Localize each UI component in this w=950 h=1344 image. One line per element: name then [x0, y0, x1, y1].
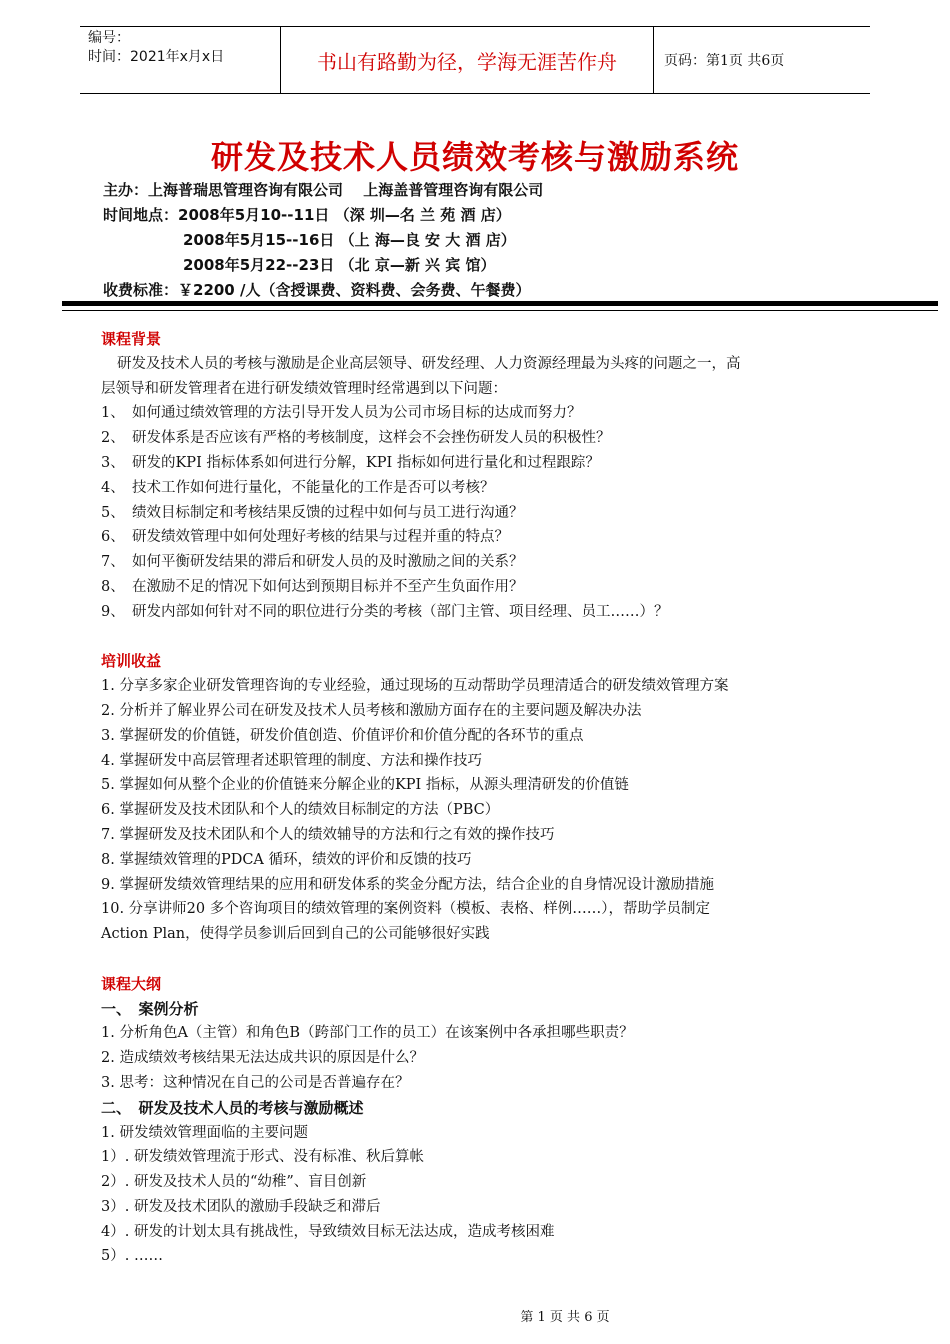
outline-part2-title: 二、 研发及技术人员的考核与激励概述 [101, 1098, 364, 1117]
list-item: 9. 掌握研发绩效管理结果的应用和研发体系的奖金分配方法，结合企业的自身情况设计激励措施 [101, 876, 714, 893]
fee: 收费标准：￥2200 /人（含授课费、资料费、会务费、午餐费） [103, 281, 531, 299]
list-item: 2. 造成绩效考核结果无法达成共识的原因是什么？ [101, 1050, 424, 1067]
list-item: 1. 分享多家企业研发管理咨询的专业经验，通过现场的互动帮助学员理清适合的研发绩效管理方案 [101, 678, 729, 695]
list-item: 3）. 研发及技术团队的激励手段缺乏和滞后 [101, 1198, 381, 1215]
background-list [101, 401, 851, 624]
header-table [80, 26, 870, 94]
time-place-3: 2008年5月22--23日 （北 京—新 兴 宾 馆） [183, 256, 496, 274]
background-intro-1: 研发及技术人员的考核与激励是企业高层领导、研发经理、人力资源经理最为头疼的问题之一，高 [117, 355, 741, 372]
list-item: 4）. 研发的计划太具有挑战性，导致绩效目标无法达成，造成考核困难 [101, 1223, 555, 1240]
list-item: 7、 如何平衡研发结果的滞后和研发人员的及时激励之间的关系？ [101, 554, 524, 571]
list-item: 6. 掌握研发及技术团队和个人的绩效目标制定的方法（PBC） [101, 802, 500, 819]
divider-thick [62, 301, 938, 306]
document-title: 研发及技术人员绩效考核与激励系统 [210, 138, 739, 176]
time-place-2: 2008年5月15--16日 （上 海—良 安 大 酒 店） [183, 231, 516, 249]
outline-part2-list [101, 1121, 851, 1270]
page-footer: 第 1 页 共 6 页 [520, 1310, 610, 1325]
list-item: 5. 掌握如何从整个企业的价值链来分解企业的KPI 指标，从源头理清研发的价值链 [101, 777, 629, 794]
list-item: 2. 分析并了解业界公司在研发及技术人员考核和激励方面存在的主要问题及解决办法 [101, 702, 642, 719]
list-item: 9、 研发内部如何针对不同的职位进行分类的考核（部门主管、项目经理、员工……）？ [101, 603, 669, 620]
list-item: 3、 研发的KPI 指标体系如何进行分解，KPI 指标如何进行量化和过程跟踪？ [101, 454, 600, 471]
list-item: 1. 研发绩效管理面临的主要问题 [101, 1124, 308, 1141]
background-intro-2: 层领导和研发管理者在进行研发绩效管理时经常遇到以下问题： [101, 380, 507, 397]
list-item: 6、 研发绩效管理中如何处理好考核的结果与过程并重的特点？ [101, 529, 509, 546]
section-heading-benefits: 培训收益 [101, 652, 162, 671]
list-item: 2、 研发体系是否应该有严格的考核制度，这样会不会挫伤研发人员的积极性？ [101, 430, 611, 447]
outline-part1-title: 一、 案例分析 [101, 999, 199, 1018]
organizer: 主办：上海普瑞思管理咨询有限公司 上海盖普管理咨询有限公司 [103, 181, 544, 199]
list-item: 3. 掌握研发的价值链，研发价值创造、价值评价和价值分配的各环节的重点 [101, 727, 584, 744]
list-item: 7. 掌握研发及技术团队和个人的绩效辅导的方法和行之有效的操作技巧 [101, 826, 555, 843]
list-item: 2）. 研发及技术人员的“幼稚”、盲目创新 [101, 1174, 367, 1191]
list-item: 8. 掌握绩效管理的PDCA 循环，绩效的评价和反馈的技巧 [101, 851, 472, 868]
list-item: 5、 绩效目标制定和考核结果反馈的过程中如何与员工进行沟通？ [101, 504, 524, 521]
header-page-label: 页码：第1页 共6页 [664, 53, 785, 69]
number-label: 编号： [88, 30, 130, 46]
list-item: 10. 分享讲师20 多个咨询项目的绩效管理的案例资料（模板、表格、样例……），帮助学员制定 [101, 901, 710, 918]
time-place-1: 时间地点：2008年5月10--11日 （深 圳—名 兰 苑 酒 店） [103, 206, 511, 224]
event-info [103, 178, 543, 303]
benefits-list [101, 674, 851, 947]
outline-part1-list [101, 1021, 851, 1095]
list-item: 4. 掌握研发中高层管理者述职管理的制度、方法和操作技巧 [101, 752, 482, 769]
list-item: Action Plan，使得学员参训后回到自己的公司能够很好实践 [101, 926, 490, 943]
time-label: 时间：2021年x月x日 [88, 49, 225, 65]
section-heading-background: 课程背景 [101, 330, 162, 348]
list-item: 1、 如何通过绩效管理的方法引导开发人员为公司市场目标的达成而努力？ [101, 405, 582, 422]
document-body [101, 327, 851, 1269]
divider-thin [62, 310, 938, 311]
header-left-cell [80, 27, 280, 93]
list-item: 1. 分析角色A（主管）和角色B（跨部门工作的员工）在该案例中各承担哪些职责？ [101, 1025, 634, 1042]
list-item: 5）. …… [101, 1248, 163, 1265]
section-heading-outline: 课程大纲 [101, 974, 162, 993]
header-motto: 书山有路勤为径，学海无涯苦作舟 [280, 27, 654, 93]
list-item: 3. 思考：这种情况在自己的公司是否普遍存在？ [101, 1074, 410, 1091]
list-item: 1）. 研发绩效管理流于形式、没有标准、秋后算帐 [101, 1149, 424, 1166]
list-item: 8、 在激励不足的情况下如何达到预期目标并不至产生负面作用？ [101, 578, 524, 595]
list-item: 4、 技术工作如何进行量化，不能量化的工作是否可以考核？ [101, 479, 495, 496]
